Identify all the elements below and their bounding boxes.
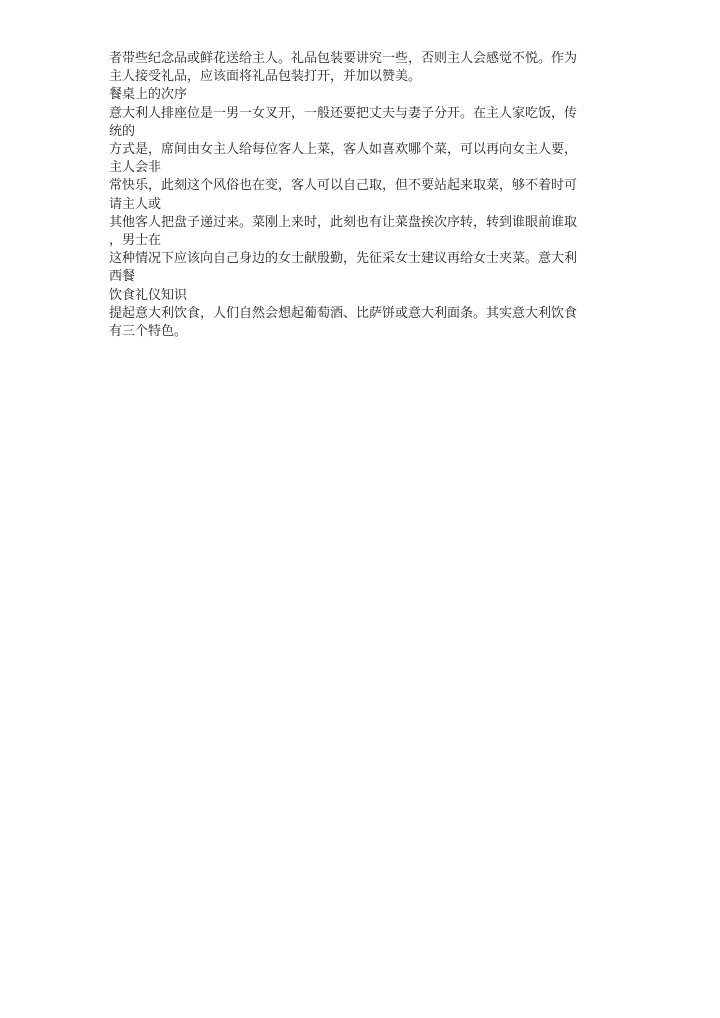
section-heading: 饮食礼仪知识: [109, 287, 188, 303]
text-line: 方式是，席间由女主人给每位客人上菜，客人如喜欢哪个菜，可以再向女主人要，: [109, 142, 578, 158]
text-line: 这种情况下应该向自己身边的女士献殷勤，先征采女士建议再给女士夹菜。意大利: [109, 251, 578, 267]
text-line: 有三个特色。: [109, 324, 188, 340]
document-body: [109, 50, 604, 341]
text-line: 西餐: [109, 269, 136, 285]
section-heading: 餐桌上的次序: [109, 87, 188, 103]
text-line: 提起意大利饮食，人们自然会想起葡萄酒、比萨饼或意大利面条。其实意大利饮食: [109, 305, 578, 321]
text-line: 主人接受礼品，应该面将礼品包装打开，并加以赞美。: [109, 69, 422, 85]
text-line: 其他客人把盘子递过来。菜刚上来时，此刻也有让菜盘挨次序转，转到谁眼前谁取: [109, 214, 578, 230]
text-line: 常快乐，此刻这个风俗也在变，客人可以自己取，但不要站起来取菜，够不着时可: [109, 178, 578, 194]
text-line: 主人会非: [109, 160, 162, 176]
text-line: 统的: [109, 123, 136, 139]
text-line: 意大利人排座位是一男一女叉开，一般还要把丈夫与妻子分开。在主人家吃饭，传: [109, 105, 578, 121]
text-line: 者带些纪念品或鲜花送给主人。礼品包装要讲究一些，否则主人会感觉不悦。作为: [109, 51, 578, 66]
text-line: ，男士在: [109, 233, 162, 249]
text-line: 请主人或: [109, 196, 162, 212]
